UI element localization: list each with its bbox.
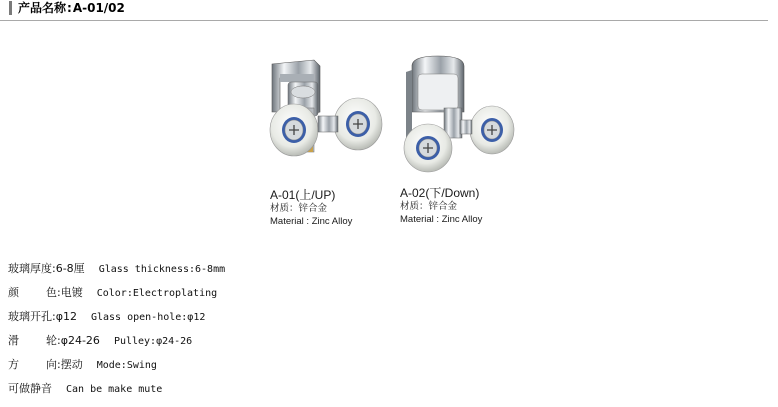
spec-cn: 可做静音 xyxy=(8,382,52,395)
header-divider xyxy=(0,20,768,21)
spec-cn-prefix: 颜 xyxy=(8,286,19,299)
page-header xyxy=(0,0,778,22)
product-material-cn: 材质：锌合金 xyxy=(400,201,458,212)
spec-en: Can be make mute xyxy=(66,384,163,395)
spec-cn: 向:摆动 xyxy=(46,358,83,371)
product-caption-a02 xyxy=(400,186,482,226)
product-model: A-02(下/Down) xyxy=(400,186,480,200)
spec-en: Color:Electroplating xyxy=(96,288,218,299)
spec-en: Glass thickness:6-8mm xyxy=(98,264,226,275)
spec-cn-prefix: 方 xyxy=(8,358,19,371)
spec-cn: 轮:φ24-26 xyxy=(46,334,100,347)
spec-glass-thickness xyxy=(8,259,225,283)
spec-cn: 色:电镀 xyxy=(46,286,83,299)
product-model: A-01(上/UP) xyxy=(270,188,336,202)
product-material-cn: 材质：锌合金 xyxy=(270,203,328,214)
product-material-en: Material : Zinc Alloy xyxy=(270,216,353,227)
spec-glass-open-hole xyxy=(8,307,225,331)
spec-mute xyxy=(8,379,225,403)
spec-color xyxy=(8,283,225,307)
shower-roller-bottom-image xyxy=(398,52,523,174)
product-material-en: Material : Zinc Alloy xyxy=(400,214,483,225)
shower-roller-top-image xyxy=(262,52,392,172)
page-title xyxy=(18,0,125,16)
header-marker xyxy=(9,1,12,15)
spec-en: Mode:Swing xyxy=(96,360,157,371)
spec-cn-prefix: 滑 xyxy=(8,334,19,347)
title-model: A-01/02 xyxy=(72,1,125,15)
spec-pulley xyxy=(8,331,225,355)
spec-mode xyxy=(8,355,225,379)
spec-cn: 玻璃开孔:φ12 xyxy=(8,310,77,323)
title-label: 产品名称 xyxy=(18,1,67,15)
spec-list xyxy=(8,259,225,403)
spec-cn: 玻璃厚度:6-8厘 xyxy=(8,262,85,275)
product-caption-a01 xyxy=(270,188,352,228)
title-separator: : xyxy=(67,1,72,15)
spec-en: Pulley:φ24-26 xyxy=(113,336,193,347)
spec-en: Glass open-hole:φ12 xyxy=(90,312,206,323)
